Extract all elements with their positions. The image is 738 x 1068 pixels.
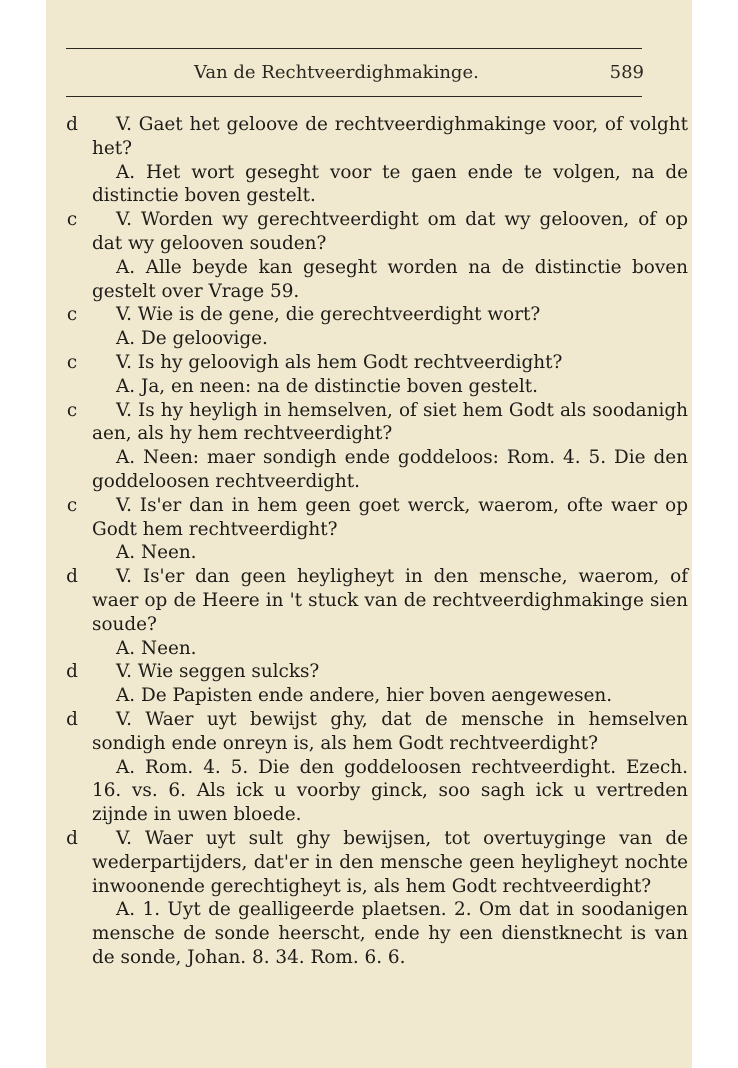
margin-marker: d <box>66 708 78 730</box>
question: V. Waer uyt sult ghy bewijsen, tot overtuyginge van de wederpartijders, dat'er in den mensche geen heyligheyt nochte inwoonende gerechtigheyt is, als hem Godt rechtveerdight? <box>92 827 688 897</box>
margin-marker: d <box>66 566 78 588</box>
answer: A. Rom. 4. 5. Die den goddeloosen rechtveerdight. Ezech. 16. vs. 6. Als ick u voorby ginck, soo sagh ick u vertreden zijnde in uwen bloede. <box>92 756 688 826</box>
qa-entry <box>66 660 688 708</box>
answer: A. De Papisten ende andere, hier boven aengewesen. <box>116 685 613 707</box>
qa-entry <box>66 399 688 494</box>
margin-marker: d <box>66 114 78 135</box>
book-page <box>46 0 692 1068</box>
margin-marker: c <box>66 304 78 326</box>
qa-entry <box>66 208 688 303</box>
question: V. Is hy geloovigh als hem Godt rechtveerdight? <box>116 351 563 373</box>
answer: A. Neen. <box>116 637 197 659</box>
qa-entry <box>66 113 688 208</box>
answer: A. Neen. <box>116 542 197 564</box>
question: V. Waer uyt bewijst ghy, dat de mensche in hemselven sondigh ende onreyn is, als hem Godt rechtveerdight? <box>92 708 688 754</box>
running-title: Van de Rechtveerdighmakinge. <box>194 62 479 83</box>
margin-marker: c <box>66 494 78 516</box>
page-body <box>66 113 688 970</box>
qa-entry <box>66 827 688 970</box>
question: V. Is hy heyligh in hemselven, of siet hem Godt als soodanigh aen, als hy hem rechtveerdight? <box>92 399 688 445</box>
header-rule-top <box>66 48 642 49</box>
qa-entry <box>66 565 688 660</box>
qa-entry <box>66 303 688 351</box>
answer: A. De geloovige. <box>116 328 268 350</box>
question: V. Worden wy gerechtveerdight om dat wy gelooven, of op dat wy gelooven souden? <box>92 209 688 254</box>
running-header <box>46 60 644 88</box>
answer: A. Het wort geseght voor te gaen ende te volgen, na de distinctie boven gestelt. <box>92 161 688 207</box>
margin-marker: c <box>66 209 78 231</box>
question: V. Is'er dan geen heyligheyt in den mensche, waerom, of waer op de Heere in 't stuck van de rechtveerdighmakinge sien soude? <box>92 566 688 635</box>
header-rule-bottom <box>66 96 642 97</box>
question: V. Is'er dan in hem geen goet werck, waerom, ofte waer op Godt hem rechtveerdight? <box>92 494 688 540</box>
margin-marker: c <box>66 399 78 421</box>
answer: A. Ja, en neen: na de distinctie boven gestelt. <box>116 375 539 397</box>
question: V. Gaet het geloove de rechtveerdighmakinge voor, of volght het? <box>92 114 688 159</box>
answer: A. 1. Uyt de gealligeerde plaetsen. 2. Om dat in soodanigen mensche de sonde heerscht, ende hy een dienstknecht is van de sonde, Johan. 8. 34. Rom. 6. 6. <box>92 899 688 968</box>
answer: A. Alle beyde kan geseght worden na de distinctie boven gestelt over Vrage 59. <box>92 256 688 302</box>
qa-entry <box>66 351 688 399</box>
qa-entry <box>66 494 688 565</box>
question: V. Wie seggen sulcks? <box>116 661 320 683</box>
answer: A. Neen: maer sondigh ende goddeloos: Rom. 4. 5. Die den goddeloosen rechtveerdight. <box>92 447 688 492</box>
margin-marker: c <box>66 351 78 373</box>
page-number: 589 <box>609 62 644 83</box>
question: V. Wie is de gene, die gerechtveerdight wort? <box>116 304 541 326</box>
margin-marker: d <box>66 661 78 683</box>
margin-marker: d <box>66 827 78 849</box>
qa-entry <box>66 708 688 827</box>
